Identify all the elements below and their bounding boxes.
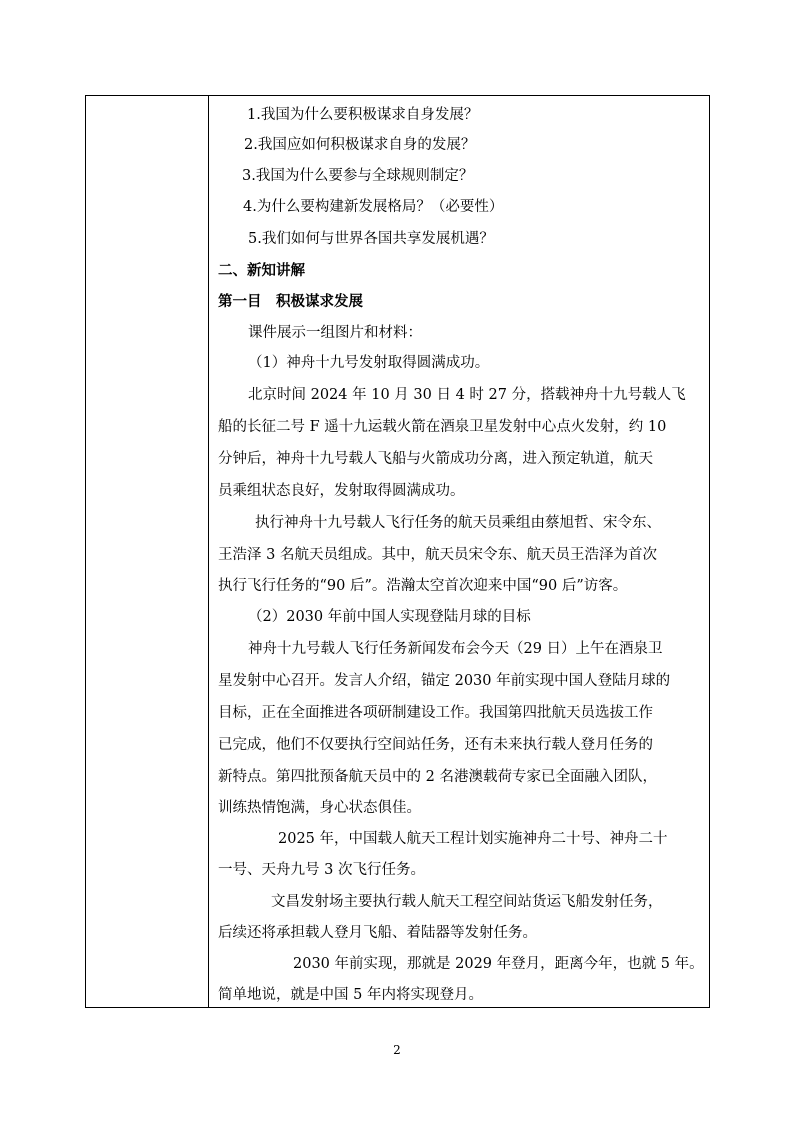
subsection-heading: 第一目 积极谋求发展 <box>218 293 363 310</box>
material-2-para4-line-1: 2030 年前实现，那就是 2029 年登月，距离今年，也就 5 年。 <box>293 956 704 972</box>
question-4: 4.为什么要构建新发展格局？（必要性） <box>243 199 504 215</box>
material-1-title: （1）神舟十九号发射取得圆满成功。 <box>248 355 490 371</box>
material-2-para1-line-3: 目标，正在全面推进各项研制建设工作。我国第四批航天员选拔工作 <box>218 705 653 721</box>
material-2-para3-line-2: 后续还将承担载人登月飞船、着陆器等发射任务。 <box>218 925 537 941</box>
section-heading: 二、新知讲解 <box>218 262 305 279</box>
material-1-para2-line-3: 执行飞行任务的“90 后”。浩瀚太空首次迎来中国“90 后”访客。 <box>218 578 628 594</box>
question-3: 3.我国为什么要参与全球规则制定？ <box>242 168 474 184</box>
material-2-para1-line-4: 已完成，他们不仅要执行空间站任务，还有未来执行载人登月任务的 <box>218 737 653 753</box>
right-column-cell <box>209 96 710 1008</box>
material-1-para2-line-2: 王浩泽 3 名航天员组成。其中，航天员宋令东、航天员王浩泽为首次 <box>218 547 657 563</box>
material-2-para1-line-2: 星发射中心召开。发言人介绍，锚定 2030 年前实现中国人登陆月球的 <box>218 673 671 689</box>
material-2-para3-line-1: 文昌发射场主要执行载人航天工程空间站货运飞船发射任务， <box>271 894 663 910</box>
table-row <box>86 96 710 1008</box>
material-2-para1-line-5: 新特点。第四批预备航天员中的 2 名港澳载荷专家已全面融入团队， <box>218 769 657 785</box>
question-1: 1.我国为什么要积极谋求自身发展？ <box>247 107 479 123</box>
lesson-table <box>85 95 710 1008</box>
question-5: 5.我们如何与世界各国共享发展机遇？ <box>248 231 494 247</box>
material-1-para1-line-3: 分钟后，神舟十九号载人飞船与火箭成功分离，进入预定轨道，航天 <box>218 451 653 467</box>
lesson-content <box>209 96 709 1007</box>
material-1-para1-line-1: 北京时间 2024 年 10 月 30 日 4 时 27 分，搭载神舟十九号载人飞 <box>248 387 686 403</box>
material-2-para2-line-2: 一号、天舟九号 3 次飞行任务。 <box>218 862 425 878</box>
material-1-para2-line-1: 执行神舟十九号载人飞行任务的航天员乘组由蔡旭哲、宋令东、 <box>255 515 661 531</box>
left-column-cell <box>86 96 209 1008</box>
material-1-para1-line-4: 员乘组状态良好，发射取得圆满成功。 <box>218 483 465 499</box>
material-2-title: （2）2030 年前中国人实现登陆月球的目标 <box>248 609 531 625</box>
page-number: 2 <box>393 1043 401 1057</box>
material-2-para1-line-1: 神舟十九号载人飞行任务新闻发布会今天（29 日）上午在酒泉卫 <box>248 641 663 657</box>
material-1-para1-line-2: 船的长征二号 F 遥十九运载火箭在酒泉卫星发射中心点火发射，约 10 <box>218 419 667 435</box>
intro-text: 课件展示一组图片和材料： <box>248 325 422 341</box>
question-2: 2.我国应如何积极谋求自身的发展？ <box>244 137 476 153</box>
material-2-para1-line-6: 训练热情饱满，身心状态俱佳。 <box>218 800 421 816</box>
material-2-para4-line-2: 简单地说，就是中国 5 年内将实现登月。 <box>218 987 483 1003</box>
material-2-para2-line-1: 2025 年，中国载人航天工程计划实施神舟二十号、神舟二十 <box>278 831 668 847</box>
